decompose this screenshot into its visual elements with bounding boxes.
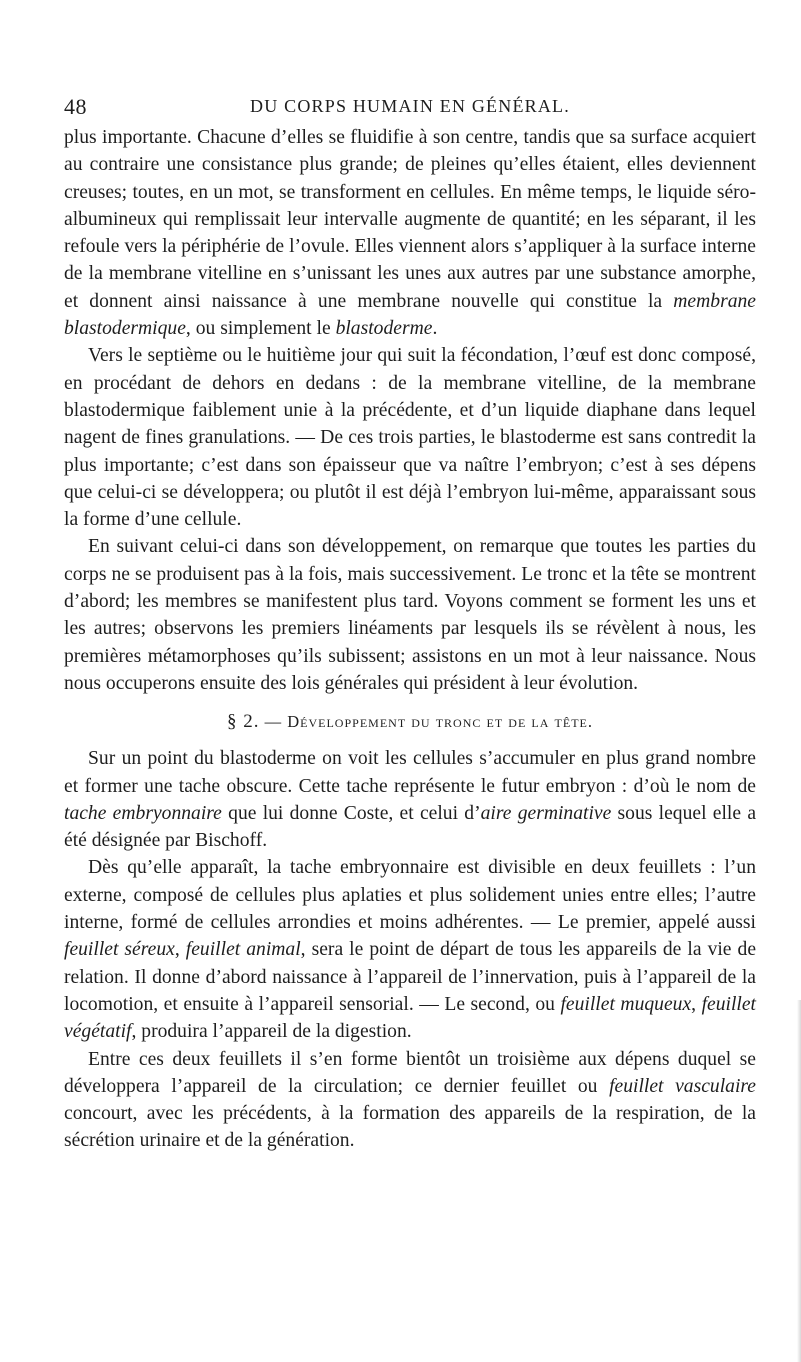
text-run: plus importante. Chacune d’elles se fluidifie à son centre, tandis que sa surface acquiert au contraire une consistance plus grande; de pleines qu’elles étaient, elles deviennent creuses; toutes, en un mot, se transforment en cellules. En même temps, le liquide séro-albumineux qui remplissait leur intervalle augmente de quantité; en les séparant, il les refoule vers la périphérie de l’ovule. Elles viennent alors s’appliquer à la surface interne de la membrane vitelline en s’unissant les unes aux autres par une substance amorphe, et donnent ainsi naissance à une membrane nouvelle qui constitue la xyxy=(64,127,756,312)
text-run: concourt, avec les précédents, à la formation des appareils de la respiration, de la sécrétion urinaire et de la génération. xyxy=(64,1103,756,1152)
section-dash: — xyxy=(259,712,288,732)
paragraph-4 xyxy=(64,745,756,854)
body-text xyxy=(64,124,756,1155)
text-run: que lui donne Coste, et celui d’ xyxy=(221,802,481,824)
paragraph-6 xyxy=(64,1046,756,1155)
text-run: , ou simplement le xyxy=(185,318,336,340)
section-heading xyxy=(64,710,756,734)
text-run: , xyxy=(691,993,702,1015)
italic-term: feuillet végétatif xyxy=(64,993,756,1043)
section-number: § 2. xyxy=(226,711,260,733)
section-title: Développement du tronc et de la tête. xyxy=(287,712,593,732)
text-run: Sur un point du blastoderme on voit les cellules s’accumuler en plus grand nombre et former une tache obscure. Cette tache représente le futur embryon : d’où le nom de xyxy=(64,748,756,797)
italic-term: tache embryonnaire xyxy=(64,802,222,824)
paragraph-5 xyxy=(64,854,756,1045)
text-run: . xyxy=(432,318,438,340)
paragraph-2: Vers le septième ou le huitième jour qui suit la fécondation, l’œuf est donc composé, en procédant de dehors en dedans : de la membrane vitelline, de la membrane blastodermique faiblement unie à la précédente, et d’un liquide diaphane dans lequel nagent de fines granulations. — De ces trois parties, le blastoderme est sans contredit la plus importante; c’est dans son épaisseur que va naître l’embryon; c’est à ses dépens que celui-ci se développera; ou plutôt il est déjà l’embryon lui-même, apparaissant sous la forme d’une cellule. xyxy=(64,345,756,531)
text-run: sous lequel elle a été désignée par Bischoff. xyxy=(64,802,757,852)
text-run: , xyxy=(174,939,186,961)
text-run: Entre ces deux feuillets il s’en forme bientôt un troisième aux dépens duquel se développera l’appareil de la circulation; ce dernier feuillet ou xyxy=(64,1048,756,1097)
paragraph-3: En suivant celui-ci dans son développement, on remarque que toutes les parties du corps ne se produisent pas à la fois, mais successivement. Le tronc et la tête se montrent d’abord; les membres se manifestent plus tard. Voyons comment se forment les uns et les autres; observons les premiers linéaments par lesquels ils se révèlent à nous, les premières métamorphoses qu’ils subissent; assistons en un mot à leur naissance. Nous nous occuperons ensuite des lois générales qui président à leur évolution. xyxy=(64,536,756,694)
italic-term: aire germinative xyxy=(480,802,612,824)
running-head: DU CORPS HUMAIN EN GÉNÉRAL. xyxy=(250,96,570,116)
page-edge-shadow xyxy=(797,1000,801,1362)
italic-term: feuillet muqueux xyxy=(560,993,692,1015)
italic-term: membrane blastodermique xyxy=(64,290,756,340)
page-header xyxy=(60,94,760,120)
text-run: Dès qu’elle apparaît, la tache embryonnaire est divisible en deux feuillets : l’un externe, composé de cellules plus aplaties et plus solidement unies entre elles; l’autre interne, formé de cellules arrondies et moins adhérentes. — Le premier, appelé aussi xyxy=(64,857,756,934)
italic-term: feuillet séreux xyxy=(64,939,175,961)
text-run: , produira l’appareil de la digestion. xyxy=(131,1021,412,1043)
italic-term: feuillet vasculaire xyxy=(609,1075,756,1097)
text-run: , sera le point de départ de tous les appareils de la vie de relation. Il donne d’abord naissance à l’appareil de l’innervation, puis à l’appareil de la locomotion, et ensuite à l’appareil sensorial. — Le second, ou xyxy=(64,939,757,1015)
italic-term: blastoderme xyxy=(335,318,433,340)
italic-term: feuillet animal xyxy=(185,939,301,961)
page-number: 48 xyxy=(64,94,87,119)
paragraph-1 xyxy=(64,124,756,342)
